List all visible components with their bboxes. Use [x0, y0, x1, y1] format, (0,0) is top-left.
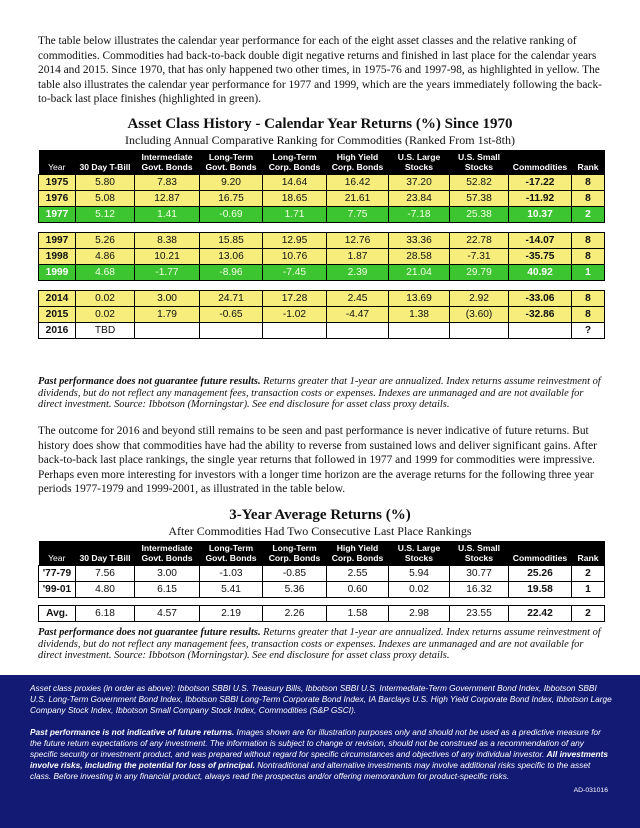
table-cell: ?	[572, 323, 605, 339]
table-cell	[450, 323, 509, 339]
disclosure-footer	[0, 675, 640, 828]
table-cell: -0.69	[200, 207, 263, 223]
table-cell: 22.78	[450, 233, 509, 249]
table-cell: 4.68	[76, 265, 135, 281]
column-header: Long-Term Govt. Bonds	[200, 150, 263, 175]
risk-disclosure	[30, 727, 612, 782]
table-cell: 52.82	[450, 175, 509, 191]
table-cell: 8.38	[135, 233, 200, 249]
table-cell: 2.39	[327, 265, 389, 281]
table-cell: 5.08	[76, 191, 135, 207]
table-cell: 21.04	[389, 265, 450, 281]
table1-disclaimer	[38, 376, 604, 411]
table-cell: 1977	[39, 207, 76, 223]
document-code: AD-031016	[573, 787, 608, 794]
table-cell: 15.85	[200, 233, 263, 249]
table-cell: (3.60)	[450, 307, 509, 323]
table1-disclaimer-text: Returns greater that 1-year are annualized. Index returns assume reinvestment of dividends, but do not reflect any management fees, transaction costs or expenses. Indexes are unmanaged and are not available for direct investment. Source: Ibbotson (Morningstar). See end disclosure for asset class proxy details.	[38, 376, 601, 411]
table-cell: 23.55	[450, 606, 509, 622]
spacer-cell	[39, 223, 605, 233]
table2-subtitle: After Commodities Had Two Consecutive Last Place Rankings	[168, 524, 472, 538]
table-cell: 3.00	[135, 291, 200, 307]
table1-title: Asset Class History - Calendar Year Returns (%) Since 1970	[127, 116, 513, 132]
table-cell: 2.19	[200, 606, 263, 622]
table-cell: 2.98	[389, 606, 450, 622]
table1-subtitle: Including Annual Comparative Ranking for Commodities (Ranked From 1st-8th)	[125, 133, 515, 147]
table-cell	[263, 323, 327, 339]
calendar-returns-table	[38, 150, 605, 339]
table-cell: 10.76	[263, 249, 327, 265]
table-cell: 1	[572, 582, 605, 598]
asset-class-proxies: Asset class proxies (in order as above): Ibbotson SBBI U.S. Treasury Bills, Ibbotson SBBI U.S. Intermediate-Term Government Bond Index, Ibbotson SBBI U.S. Long-Term Government Bond Index, Ibbotson SBBI Long-Term Corporate Bond Index, IA Barclays U.S. High Yield Corporate Bond Index, Ibbotson Large Company Stock Index, Ibbotson Small Company Stock Index, Commodities (S&P GSCI).	[30, 683, 612, 715]
table-cell: 2	[572, 207, 605, 223]
table-cell: 21.61	[327, 191, 389, 207]
table-cell: -8.96	[200, 265, 263, 281]
column-header: Long-Term Corp. Bonds	[263, 150, 327, 175]
table-cell: 12.95	[263, 233, 327, 249]
table-row	[39, 233, 605, 249]
table-cell: 2.55	[327, 566, 389, 582]
table-cell: 0.02	[76, 307, 135, 323]
table-cell: 4.80	[76, 582, 135, 598]
table2-title: 3-Year Average Returns (%)	[229, 507, 411, 523]
table1-disclaimer-bold: Past performance does not guarantee future results.	[38, 376, 261, 387]
table-cell: 2	[572, 566, 605, 582]
table-cell: -33.06	[509, 291, 572, 307]
table-cell: -17.22	[509, 175, 572, 191]
column-header: Rank	[572, 150, 605, 175]
table-cell: -14.07	[509, 233, 572, 249]
column-header: 30 Day T-Bill	[76, 150, 135, 175]
table-cell: 28.58	[389, 249, 450, 265]
table-cell: '77-79	[39, 566, 76, 582]
table-cell: 33.36	[389, 233, 450, 249]
table-cell: 5.12	[76, 207, 135, 223]
table-cell: Avg.	[39, 606, 76, 622]
row-spacer	[39, 598, 605, 606]
three-year-average-table	[38, 541, 605, 622]
table-cell: -1.77	[135, 265, 200, 281]
table-cell: 8	[572, 233, 605, 249]
table-row	[39, 307, 605, 323]
table-cell: 14.64	[263, 175, 327, 191]
column-header: U.S. Large Stocks	[389, 541, 450, 566]
table-cell: 3.00	[135, 566, 200, 582]
table-row	[39, 175, 605, 191]
spacer-cell	[39, 281, 605, 291]
table-cell: 30.77	[450, 566, 509, 582]
table-cell: 9.20	[200, 175, 263, 191]
table-cell: 5.94	[389, 566, 450, 582]
table-cell: 1.41	[135, 207, 200, 223]
table-cell: 2.92	[450, 291, 509, 307]
table1-header	[39, 150, 605, 175]
table2-disclaimer	[38, 627, 604, 662]
column-header: U.S. Large Stocks	[389, 150, 450, 175]
column-header: Intermediate Govt. Bonds	[135, 541, 200, 566]
table-cell: 7.83	[135, 175, 200, 191]
table-cell	[327, 323, 389, 339]
table-row	[39, 323, 605, 339]
table-cell: 40.92	[509, 265, 572, 281]
table2-header	[39, 541, 605, 566]
table-cell: -1.02	[263, 307, 327, 323]
table-cell: 10.21	[135, 249, 200, 265]
table-cell: -1.03	[200, 566, 263, 582]
table-row	[39, 566, 605, 582]
table-cell: 8	[572, 191, 605, 207]
table-cell: 5.26	[76, 233, 135, 249]
table-cell: 1.79	[135, 307, 200, 323]
table-cell: -7.45	[263, 265, 327, 281]
column-header: Commodities	[509, 150, 572, 175]
risk-disclosure-closing: Nontraditional and alternative investments may involve additional risks specific to the asset class. Before investing in any financial product, always read the prospectus and/or offering memorandum for product-specific risks.	[30, 760, 591, 781]
table-cell	[509, 323, 572, 339]
risk-loss-statement: All investments involve risks, including the potential for loss of principal.	[30, 749, 608, 770]
table-cell: 12.76	[327, 233, 389, 249]
table-cell: 1997	[39, 233, 76, 249]
table-row	[39, 207, 605, 223]
table-cell: 1998	[39, 249, 76, 265]
table-cell: 4.86	[76, 249, 135, 265]
table2-disclaimer-bold: Past performance does not guarantee future results.	[38, 627, 261, 638]
column-header: U.S. Small Stocks	[450, 150, 509, 175]
row-spacer	[39, 281, 605, 291]
table-cell: -11.92	[509, 191, 572, 207]
column-header: Intermediate Govt. Bonds	[135, 150, 200, 175]
column-header: Long-Term Corp. Bonds	[263, 541, 327, 566]
table-cell: 17.28	[263, 291, 327, 307]
table-row	[39, 265, 605, 281]
table-cell: 24.71	[200, 291, 263, 307]
table-cell: -7.18	[389, 207, 450, 223]
table-cell: -35.75	[509, 249, 572, 265]
table-cell: 2.26	[263, 606, 327, 622]
column-header: Year	[39, 541, 76, 566]
table-cell: 1999	[39, 265, 76, 281]
column-header: High Yield Corp. Bonds	[327, 541, 389, 566]
table-cell: 25.38	[450, 207, 509, 223]
table-cell: 2	[572, 606, 605, 622]
table-cell: 16.42	[327, 175, 389, 191]
table-cell: '99-01	[39, 582, 76, 598]
table-cell: 7.75	[327, 207, 389, 223]
row-spacer	[39, 223, 605, 233]
table-cell: 37.20	[389, 175, 450, 191]
table-cell: 8	[572, 249, 605, 265]
table2-disclaimer-text: Returns greater that 1-year are annualized. Index returns assume reinvestment of dividends, but do not reflect any management fees, transaction costs or expenses. Indexes are unmanaged and are not available for direct investment. Source: Ibbotson (Morningstar). See end disclosure for asset class proxy details.	[38, 627, 601, 662]
table-cell: -4.47	[327, 307, 389, 323]
column-header: Commodities	[509, 541, 572, 566]
table-cell: 19.58	[509, 582, 572, 598]
column-header: High Yield Corp. Bonds	[327, 150, 389, 175]
column-header: Year	[39, 150, 76, 175]
table-row	[39, 582, 605, 598]
table-row	[39, 191, 605, 207]
table-cell: 0.60	[327, 582, 389, 598]
table-cell: -7.31	[450, 249, 509, 265]
table-cell: 25.26	[509, 566, 572, 582]
table-cell: 7.56	[76, 566, 135, 582]
table-cell: 13.06	[200, 249, 263, 265]
middle-paragraph: The outcome for 2016 and beyond still remains to be seen and past performance is never indicative of future returns. But history does show that commodities have had the ability to reverse from sustained lows and deliver significant gains. After back-to-back last place rankings, the single year returns that followed in 1977 and 1999 for commodities were impressive. Perhaps even more interesting for investors with a longer time horizon are the average returns for the following three year periods 1977-1979 and 1999-2001, as illustrated in the table below.	[38, 425, 597, 496]
table-cell: 1.38	[389, 307, 450, 323]
risk-disclosure-heading: Past performance is not indicative of future returns.	[30, 727, 235, 737]
table-cell: 2014	[39, 291, 76, 307]
column-header: Rank	[572, 541, 605, 566]
table-cell: -32.86	[509, 307, 572, 323]
table-row	[39, 606, 605, 622]
table-cell: 1975	[39, 175, 76, 191]
table-cell: 4.57	[135, 606, 200, 622]
spacer-cell	[39, 598, 605, 606]
table-cell: 2015	[39, 307, 76, 323]
table-cell: 18.65	[263, 191, 327, 207]
table-cell: 2.45	[327, 291, 389, 307]
table-cell	[135, 323, 200, 339]
table-cell: 5.80	[76, 175, 135, 191]
table-cell: 23.84	[389, 191, 450, 207]
table-cell	[389, 323, 450, 339]
table-cell: 1976	[39, 191, 76, 207]
table-cell: 5.36	[263, 582, 327, 598]
table-cell: 57.38	[450, 191, 509, 207]
table-cell: 1.71	[263, 207, 327, 223]
table-cell: 0.02	[389, 582, 450, 598]
table-cell: -0.65	[200, 307, 263, 323]
column-header: U.S. Small Stocks	[450, 541, 509, 566]
table-cell: 13.69	[389, 291, 450, 307]
table-cell: 2016	[39, 323, 76, 339]
table-cell: 8	[572, 307, 605, 323]
table-cell: 10.37	[509, 207, 572, 223]
intro-paragraph: The table below illustrates the calendar year performance for each of the eight asset classes and the relative ranking of commodities. Commodities had back-to-back double digit negative returns and finished in last place for the calendar years 2014 and 2015. Since 1970, that has only happened two other times, in 1975-76 and 1997-98, as highlighted in yellow. The table also illustrates the calendar year performance for 1977 and 1999, which are the years immediately following the back-to-back last place finishes (highlighted in green).	[38, 35, 602, 106]
table-cell: 22.42	[509, 606, 572, 622]
table-cell: TBD	[76, 323, 135, 339]
table-row	[39, 291, 605, 307]
table-cell: 1.87	[327, 249, 389, 265]
table-cell: 6.15	[135, 582, 200, 598]
table-cell: 8	[572, 291, 605, 307]
column-header: 30 Day T-Bill	[76, 541, 135, 566]
table-cell: 6.18	[76, 606, 135, 622]
column-header: Long-Term Govt. Bonds	[200, 541, 263, 566]
table-cell	[200, 323, 263, 339]
table-cell: 8	[572, 175, 605, 191]
table-cell: 16.32	[450, 582, 509, 598]
risk-disclosure-text: Images shown are for illustration purposes only and should not be used as a predictive measure for the future return expectations of any investment. The information is subject to change or revision, should not be construed as a recommendation of any specific security or investment product, and was prepared without regard for specific circumstances and objectives of any individual investor.	[30, 727, 601, 759]
table-cell: 1.58	[327, 606, 389, 622]
table-cell: 0.02	[76, 291, 135, 307]
table-cell: 5.41	[200, 582, 263, 598]
table-row	[39, 249, 605, 265]
table-cell: 1	[572, 265, 605, 281]
table-cell: -0.85	[263, 566, 327, 582]
table-cell: 29.79	[450, 265, 509, 281]
table-cell: 16.75	[200, 191, 263, 207]
table-cell: 12.87	[135, 191, 200, 207]
